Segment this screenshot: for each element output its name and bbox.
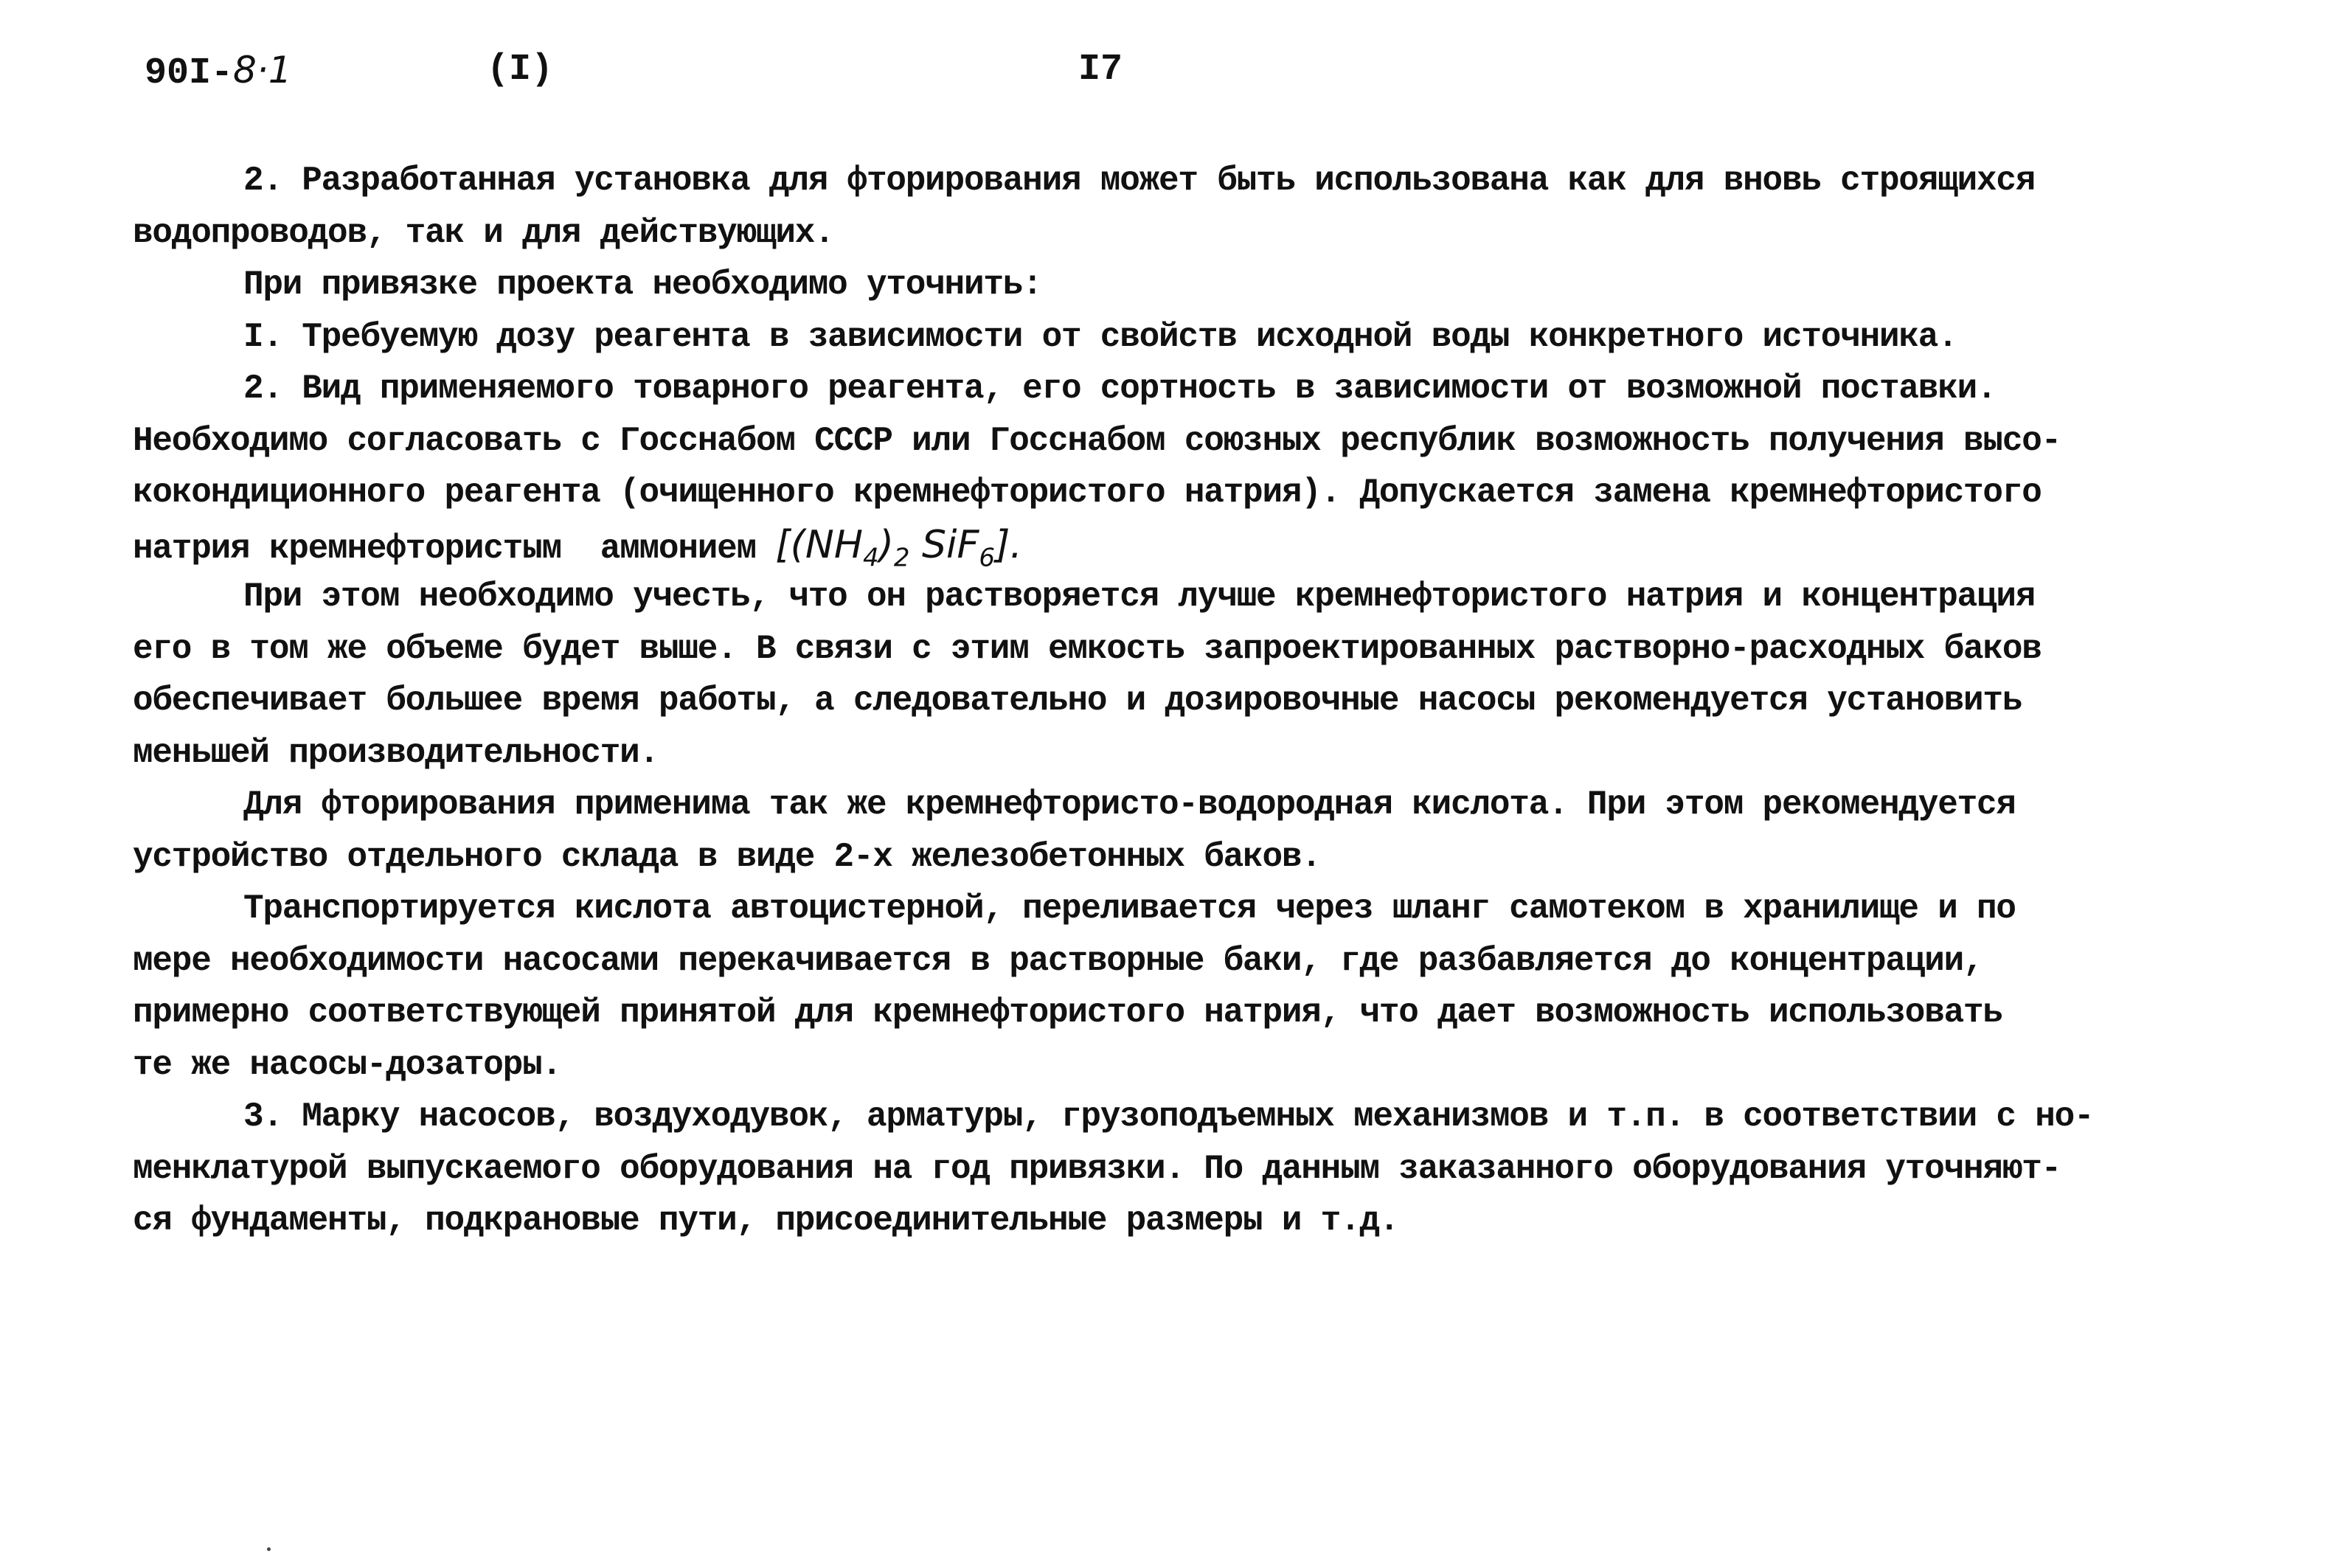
paragraph-line: примерно соответствующей принятой для кремнефтористого натрия, что дает возможность использовать	[133, 993, 2002, 1032]
document-code: 90I-8·1	[145, 49, 292, 94]
handwritten-code-suffix: 8·1	[233, 49, 292, 91]
page-header	[0, 49, 2352, 108]
paragraph-line: устройство отдельного склада в виде 2-х железобетонных баков.	[133, 837, 1321, 876]
paragraph-line: кокондиционного реагента (очищенного кремнефтористого натрия). Допускается замена кремнефтористого	[133, 473, 2041, 512]
paragraph-line: При привязке проекта необходимо уточнить:	[243, 266, 1042, 304]
scan-speck	[267, 1547, 271, 1551]
handwritten-chemical-formula: [$(NH_4)_2$ SiF$_6$].	[775, 522, 1022, 572]
paragraph-line: При этом необходимо учесть, что он растворяется лучше кремнефтористого натрия и концентрация	[243, 577, 2036, 616]
paragraph-line: обеспечивает большее время работы, а следовательно и дозировочные насосы рекомендуется установить	[133, 681, 2022, 720]
paragraph-line-text: натрия кремнефтористым аммонием	[133, 529, 776, 568]
paragraph-line: ся фундаменты, подкрановые пути, присоединительные размеры и т.д.	[133, 1201, 1399, 1240]
paragraph-line: его в том же объеме будет выше. В связи с этим емкость запроектированных растворно-расходных баков	[133, 629, 2041, 668]
paragraph-line: Транспортируется кислота автоцистерной, переливается через шланг самотеком в хранилище и по	[243, 889, 2016, 928]
paragraph-line: Для фторирования применима так же кремнефтористо-водородная кислота. При этом рекомендуется	[243, 785, 2016, 824]
paragraph-line: 2. Вид применяемого товарного реагента, его сортность в зависимости от возможной поставки.	[243, 370, 1997, 408]
document-body	[133, 155, 2220, 1247]
paragraph-line: 2. Разработанная установка для фторирования может быть использована как для вновь строящихся	[243, 162, 2036, 200]
paragraph-line: 3. Марку насосов, воздуходувок, арматуры, грузоподъемных механизмов и т.п. в соответствии с но-	[243, 1097, 2094, 1136]
page-number: I7	[1078, 49, 1123, 91]
paragraph-line: мере необходимости насосами перекачивается в растворные баки, где разбавляется до концентрации,	[133, 941, 1983, 980]
paragraph-line-with-formula	[133, 519, 2220, 572]
paragraph-line: те же насосы-дозаторы.	[133, 1045, 561, 1084]
paragraph-line: менклатурой выпускаемого оборудования на год привязки. По данным заказанного оборудования уточняют-	[133, 1149, 2061, 1188]
paragraph-line: I. Требуемую дозу реагента в зависимости от свойств исходной воды конкретного источника.	[243, 317, 1957, 356]
paragraph-line: Необходимо согласовать с Госснабом СССР или Госснабом союзных республик возможность получения высо-	[133, 421, 2061, 460]
part-number: (I)	[487, 49, 554, 91]
paragraph-line: меньшей производительности.	[133, 733, 659, 772]
paragraph-line: водопроводов, так и для действующих.	[133, 213, 834, 252]
